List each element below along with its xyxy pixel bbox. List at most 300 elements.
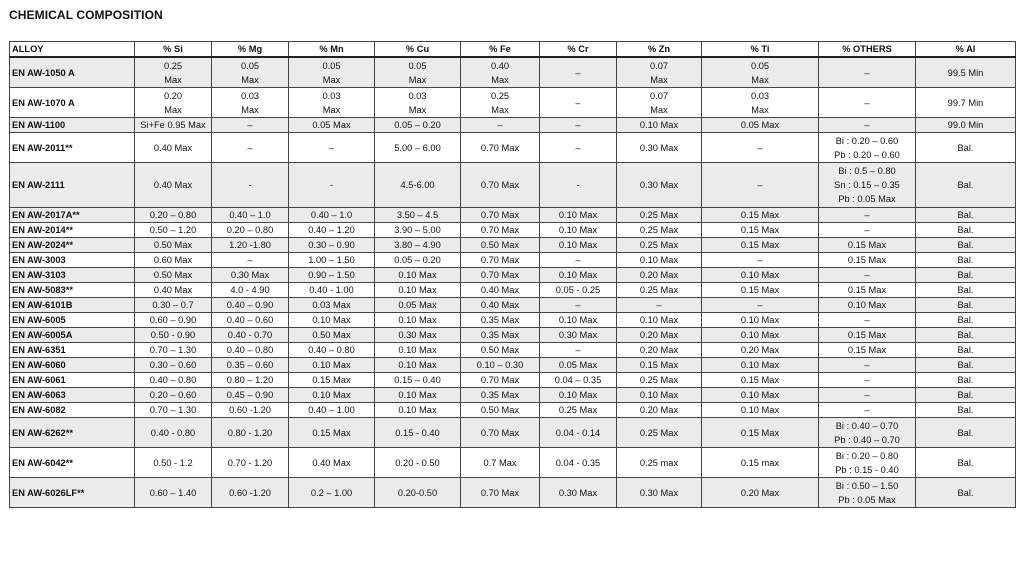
value-cell <box>540 163 617 208</box>
cell-text: 0.35 Max <box>480 390 520 400</box>
cell-text: Max <box>751 104 769 115</box>
cell-text: 0.20 Max <box>639 345 679 355</box>
cell-text: 0.70 Max <box>480 255 520 265</box>
cell-text: Pb : 0.05 Max <box>838 194 896 204</box>
cell-text: – <box>757 142 763 153</box>
cell-text: Bal. <box>957 427 974 438</box>
table-row <box>10 268 1016 283</box>
cell-text: Pb : 0.05 Max <box>838 494 896 505</box>
value-cell <box>135 268 212 283</box>
alloy-cell: EN AW-2017A** <box>10 208 135 223</box>
table-row <box>10 253 1016 268</box>
value-cell <box>819 253 916 268</box>
cell-text: 0.15 Max <box>847 240 887 250</box>
value-cell <box>289 478 375 508</box>
value-cell <box>702 253 819 268</box>
value-cell <box>212 388 289 403</box>
value-cell <box>702 373 819 388</box>
value-cell <box>617 313 702 328</box>
cell-text: – <box>247 120 253 130</box>
cell-text: 0.30 Max <box>639 142 679 153</box>
cell-text: 0.10 Max <box>639 255 679 265</box>
cell-text: 0.80 – 1.20 <box>226 375 274 385</box>
value-cell <box>212 448 289 478</box>
page-title: CHEMICAL COMPOSITION <box>9 8 163 22</box>
value-cell <box>702 208 819 223</box>
value-cell <box>461 478 540 508</box>
value-cell <box>289 163 375 208</box>
alloy-cell: EN AW-6063 <box>10 388 135 403</box>
cell-text: 0.05 <box>750 60 770 71</box>
table-row <box>10 403 1016 418</box>
value-cell <box>212 118 289 133</box>
value-cell <box>540 403 617 418</box>
value-cell <box>617 418 702 448</box>
alloy-cell: EN AW-6005 <box>10 313 135 328</box>
alloy-cell: EN AW-3103 <box>10 268 135 283</box>
column-header: % Fe <box>461 42 540 58</box>
value-cell <box>540 208 617 223</box>
cell-text: – <box>757 300 763 310</box>
value-cell <box>702 478 819 508</box>
value-cell <box>212 253 289 268</box>
cell-text: 0.05 <box>322 60 341 71</box>
cell-text: 0.04 - 0.14 <box>555 427 601 438</box>
cell-text: - <box>576 180 580 190</box>
cell-text: 0.05 Max <box>558 360 598 370</box>
table-row <box>10 298 1016 313</box>
value-cell <box>461 88 540 118</box>
cell-text: 0.50 Max <box>480 240 520 250</box>
table-row <box>10 313 1016 328</box>
cell-text: 1.00 – 1.50 <box>308 255 355 265</box>
value-cell <box>819 448 916 478</box>
cell-text: Bi : 0.5 – 0.80 <box>838 166 896 176</box>
value-cell <box>617 478 702 508</box>
cell-text: Max <box>322 74 341 85</box>
cell-text: Max <box>164 104 182 115</box>
cell-text: 0.35 Max <box>480 315 520 325</box>
alloy-cell: EN AW-6026LF** <box>10 478 135 508</box>
value-cell <box>916 343 1016 358</box>
value-cell <box>617 223 702 238</box>
value-cell <box>702 388 819 403</box>
value-cell <box>819 57 916 88</box>
value-cell <box>461 403 540 418</box>
value-cell <box>375 343 461 358</box>
cell-text: 0.40 Max <box>153 180 193 190</box>
cell-text: 0.50 Max <box>480 405 520 415</box>
value-cell <box>135 403 212 418</box>
alloy-cell: EN AW-6005A <box>10 328 135 343</box>
cell-text: 0.05 – 0.20 <box>394 120 441 130</box>
value-cell <box>617 238 702 253</box>
table-row <box>10 283 1016 298</box>
value-cell <box>375 223 461 238</box>
cell-text: 0.03 <box>240 90 260 101</box>
value-cell <box>212 283 289 298</box>
value-cell <box>375 403 461 418</box>
cell-text: 0.70 – 1.30 <box>149 345 197 355</box>
column-header: % Cr <box>540 42 617 58</box>
value-cell <box>135 163 212 208</box>
value-cell <box>540 328 617 343</box>
value-cell <box>540 223 617 238</box>
cell-text: 0.25 Max <box>558 405 598 415</box>
value-cell <box>819 358 916 373</box>
value-cell <box>212 328 289 343</box>
cell-text: 0.50 - 1.2 <box>153 457 193 468</box>
column-header: % Mn <box>289 42 375 58</box>
cell-text: 0.40 – 1.00 <box>308 405 355 415</box>
value-cell <box>375 298 461 313</box>
cell-text: – <box>575 120 581 130</box>
cell-text: 0.15 Max <box>740 240 780 250</box>
value-cell <box>461 57 540 88</box>
cell-text: 0.45 – 0.90 <box>226 390 274 400</box>
value-cell <box>540 133 617 163</box>
cell-text: 0.10 Max <box>398 315 437 325</box>
value-cell <box>819 163 916 208</box>
table-row <box>10 238 1016 253</box>
value-cell <box>916 478 1016 508</box>
cell-text: – <box>864 360 870 370</box>
cell-text: 0.15 Max <box>740 427 780 438</box>
value-cell <box>702 448 819 478</box>
alloy-cell: EN AW-2111 <box>10 163 135 208</box>
cell-text: Bal. <box>957 285 974 295</box>
value-cell <box>540 343 617 358</box>
alloy-cell: EN AW-1100 <box>10 118 135 133</box>
cell-text: 0.25 Max <box>639 225 679 235</box>
value-cell <box>375 88 461 118</box>
cell-text: 0.70 - 1.20 <box>227 457 273 468</box>
value-cell <box>375 478 461 508</box>
cell-text: 0.03 <box>750 90 770 101</box>
value-cell <box>289 88 375 118</box>
cell-text: 0.40 – 1.0 <box>229 210 271 220</box>
value-cell <box>461 373 540 388</box>
value-cell <box>135 57 212 88</box>
value-cell <box>702 163 819 208</box>
value-cell <box>289 373 375 388</box>
value-cell <box>289 133 375 163</box>
cell-text: 3.50 – 4.5 <box>396 210 439 220</box>
cell-text: - <box>248 180 252 190</box>
cell-text: Bal. <box>957 375 974 385</box>
value-cell <box>289 448 375 478</box>
value-cell <box>375 373 461 388</box>
cell-text: 0.20 - 0.50 <box>395 457 440 468</box>
value-cell <box>916 328 1016 343</box>
value-cell <box>375 253 461 268</box>
value-cell <box>916 418 1016 448</box>
value-cell <box>540 253 617 268</box>
cell-text: 0.15 Max <box>639 360 679 370</box>
cell-text: – <box>864 120 870 130</box>
value-cell <box>617 403 702 418</box>
cell-text: – <box>757 180 763 190</box>
cell-text: 0.70 Max <box>480 180 520 190</box>
cell-text: 0.60 – 1.40 <box>149 487 197 498</box>
value-cell <box>289 208 375 223</box>
value-cell <box>375 358 461 373</box>
value-cell <box>135 118 212 133</box>
cell-text: 0.40 – 0.80 <box>226 345 274 355</box>
value-cell <box>289 57 375 88</box>
cell-text: 0.90 – 1.50 <box>308 270 355 280</box>
alloy-cell: EN AW-2024** <box>10 238 135 253</box>
alloy-cell: EN AW-2014** <box>10 223 135 238</box>
cell-text: Bal. <box>957 210 974 220</box>
cell-text: Bal. <box>957 255 974 265</box>
cell-text: Max <box>241 74 259 85</box>
cell-text: 0.50 Max <box>480 345 520 355</box>
value-cell <box>617 373 702 388</box>
value-cell <box>819 238 916 253</box>
value-cell <box>916 57 1016 88</box>
cell-text: 0.60 -1.20 <box>229 405 271 415</box>
column-header: ALLOY <box>10 42 135 58</box>
value-cell <box>819 208 916 223</box>
cell-text: 0.10 Max <box>847 300 887 310</box>
cell-text: 0.30 Max <box>558 330 598 340</box>
cell-text: 0.40 - 0.80 <box>150 427 196 438</box>
cell-text: 0.25 <box>163 60 183 71</box>
cell-text: 0.10 Max <box>639 390 679 400</box>
cell-text: Bal. <box>957 240 974 250</box>
cell-text: 0.40 – 1.20 <box>308 225 355 235</box>
cell-text: 0.30 – 0.90 <box>308 240 355 250</box>
cell-text: 0.20 Max <box>639 330 679 340</box>
cell-text: 3.80 – 4.90 <box>394 240 441 250</box>
cell-text: – <box>575 142 581 153</box>
cell-text: 0.07 <box>649 90 669 101</box>
value-cell <box>289 388 375 403</box>
column-header: % Mg <box>212 42 289 58</box>
cell-text: 0.03 Max <box>312 300 351 310</box>
cell-text: 0.7 Max <box>483 457 517 468</box>
value-cell <box>289 313 375 328</box>
cell-text: Max <box>241 104 259 115</box>
value-cell <box>135 328 212 343</box>
cell-text: 0.10 Max <box>740 315 780 325</box>
table-row <box>10 478 1016 508</box>
value-cell <box>375 133 461 163</box>
cell-text: 0.10 Max <box>740 405 780 415</box>
value-cell <box>289 418 375 448</box>
cell-text: Max <box>491 74 509 85</box>
value-cell <box>617 88 702 118</box>
cell-text: – <box>497 120 503 130</box>
table-row <box>10 418 1016 448</box>
cell-text: 3.90 – 5.00 <box>394 225 441 235</box>
value-cell <box>702 283 819 298</box>
value-cell <box>617 133 702 163</box>
cell-text: 0.70 Max <box>480 142 520 153</box>
cell-text: 0.10 – 0.30 <box>476 360 524 370</box>
column-header: % OTHERS <box>819 42 916 58</box>
alloy-cell: EN AW-1050 A <box>10 57 135 88</box>
table-row <box>10 343 1016 358</box>
cell-text: 0.40 - 0.70 <box>227 330 273 340</box>
cell-text: 0.10 Max <box>398 345 437 355</box>
value-cell <box>375 208 461 223</box>
cell-text: 0.20-0.50 <box>397 487 438 498</box>
cell-text: 0.25 Max <box>639 240 679 250</box>
value-cell <box>819 133 916 163</box>
value-cell <box>461 283 540 298</box>
table-row <box>10 373 1016 388</box>
value-cell <box>212 238 289 253</box>
cell-text: 0.25 Max <box>639 427 679 438</box>
cell-text: 0.60 Max <box>153 255 193 265</box>
cell-text: 0.10 Max <box>398 285 437 295</box>
value-cell <box>702 57 819 88</box>
value-cell <box>375 238 461 253</box>
value-cell <box>135 133 212 163</box>
value-cell <box>540 313 617 328</box>
cell-text: Bal. <box>957 225 974 235</box>
value-cell <box>916 298 1016 313</box>
value-cell <box>916 403 1016 418</box>
value-cell <box>819 478 916 508</box>
value-cell <box>135 388 212 403</box>
cell-text: 0.20 Max <box>639 270 679 280</box>
cell-text: 0.03 <box>408 90 427 101</box>
value-cell <box>617 208 702 223</box>
cell-text: 0.20 Max <box>740 345 780 355</box>
alloy-cell: EN AW-6042** <box>10 448 135 478</box>
cell-text: 0.70 Max <box>480 375 520 385</box>
cell-text: 0.40 – 0.80 <box>308 345 355 355</box>
cell-text: Pb : 0.40 – 0.70 <box>834 434 900 445</box>
value-cell <box>819 283 916 298</box>
value-cell <box>289 403 375 418</box>
value-cell <box>916 358 1016 373</box>
cell-text: – <box>864 405 870 415</box>
value-cell <box>916 388 1016 403</box>
cell-text: 0.40 <box>490 60 510 71</box>
cell-text: 0.40 Max <box>153 142 193 153</box>
cell-text: Bal. <box>957 330 974 340</box>
value-cell <box>289 238 375 253</box>
cell-text: 0.20 Max <box>639 405 679 415</box>
cell-text: 99.5 Min <box>947 67 984 78</box>
alloy-cell: EN AW-6082 <box>10 403 135 418</box>
table-row <box>10 133 1016 163</box>
cell-text: – <box>757 255 763 265</box>
cell-text: 0.15 - 0.40 <box>395 427 440 438</box>
cell-text: – <box>864 270 870 280</box>
cell-text: Max <box>751 74 769 85</box>
cell-text: 0.40 – 0.60 <box>226 315 274 325</box>
cell-text: 0.15 Max <box>847 285 887 295</box>
value-cell <box>819 268 916 283</box>
value-cell <box>461 358 540 373</box>
cell-text: 0.30 Max <box>230 270 270 280</box>
column-header: % Zn <box>617 42 702 58</box>
value-cell <box>916 223 1016 238</box>
value-cell <box>461 313 540 328</box>
value-cell <box>212 208 289 223</box>
cell-text: Bal. <box>957 315 974 325</box>
cell-text: 0.70 – 1.30 <box>149 405 197 415</box>
table-row <box>10 328 1016 343</box>
value-cell <box>916 253 1016 268</box>
table-row <box>10 88 1016 118</box>
cell-text: 0.10 Max <box>558 390 598 400</box>
cell-text: 99.0 Min <box>947 120 984 130</box>
value-cell <box>617 57 702 88</box>
value-cell <box>540 268 617 283</box>
value-cell <box>916 238 1016 253</box>
cell-text: 0.70 Max <box>480 210 520 220</box>
cell-text: – <box>247 142 253 153</box>
cell-text: 0.10 Max <box>558 210 598 220</box>
value-cell <box>212 478 289 508</box>
cell-text: 0.40 Max <box>153 285 193 295</box>
value-cell <box>916 283 1016 298</box>
value-cell <box>819 313 916 328</box>
cell-text: 0.15 Max <box>847 330 887 340</box>
value-cell <box>135 283 212 298</box>
cell-text: 0.15 Max <box>740 285 780 295</box>
cell-text: 0.40 Max <box>480 300 520 310</box>
value-cell <box>461 448 540 478</box>
value-cell <box>135 478 212 508</box>
table-row <box>10 223 1016 238</box>
value-cell <box>289 283 375 298</box>
cell-text: - <box>329 180 334 190</box>
value-cell <box>617 118 702 133</box>
cell-text: 0.2 – 1.00 <box>310 487 353 498</box>
cell-text: 0.10 Max <box>398 390 437 400</box>
cell-text: 0.10 Max <box>740 360 780 370</box>
cell-text: 0.60 – 0.90 <box>149 315 197 325</box>
alloy-cell: EN AW-3003 <box>10 253 135 268</box>
cell-text: 0.10 Max <box>398 360 437 370</box>
value-cell <box>916 448 1016 478</box>
cell-text: – <box>864 375 870 385</box>
cell-text: 0.70 Max <box>480 270 520 280</box>
table-body <box>10 57 1016 508</box>
cell-text: 5.00 – 6.00 <box>394 142 441 153</box>
value-cell <box>212 418 289 448</box>
cell-text: – <box>864 210 870 220</box>
value-cell <box>819 343 916 358</box>
cell-text: – <box>328 142 335 153</box>
table-header-row <box>10 42 1016 58</box>
cell-text: Bal. <box>957 390 974 400</box>
cell-text: 0.15 Max <box>740 225 780 235</box>
cell-text: 0.20 – 0.80 <box>226 225 274 235</box>
column-header: % Cu <box>375 42 461 58</box>
cell-text: – <box>864 225 870 235</box>
value-cell <box>540 283 617 298</box>
cell-text: Bi : 0.20 – 0.80 <box>835 450 899 461</box>
cell-text: 0.05 Max <box>312 120 351 130</box>
cell-text: Si+Fe 0.95 Max <box>140 120 206 130</box>
cell-text: 0.05 - 0.25 <box>555 285 601 295</box>
value-cell <box>702 118 819 133</box>
value-cell <box>540 448 617 478</box>
value-cell <box>461 298 540 313</box>
table-row <box>10 208 1016 223</box>
table-row <box>10 163 1016 208</box>
cell-text: 0.30 Max <box>398 330 437 340</box>
cell-text: 0.40 – 0.90 <box>226 300 274 310</box>
